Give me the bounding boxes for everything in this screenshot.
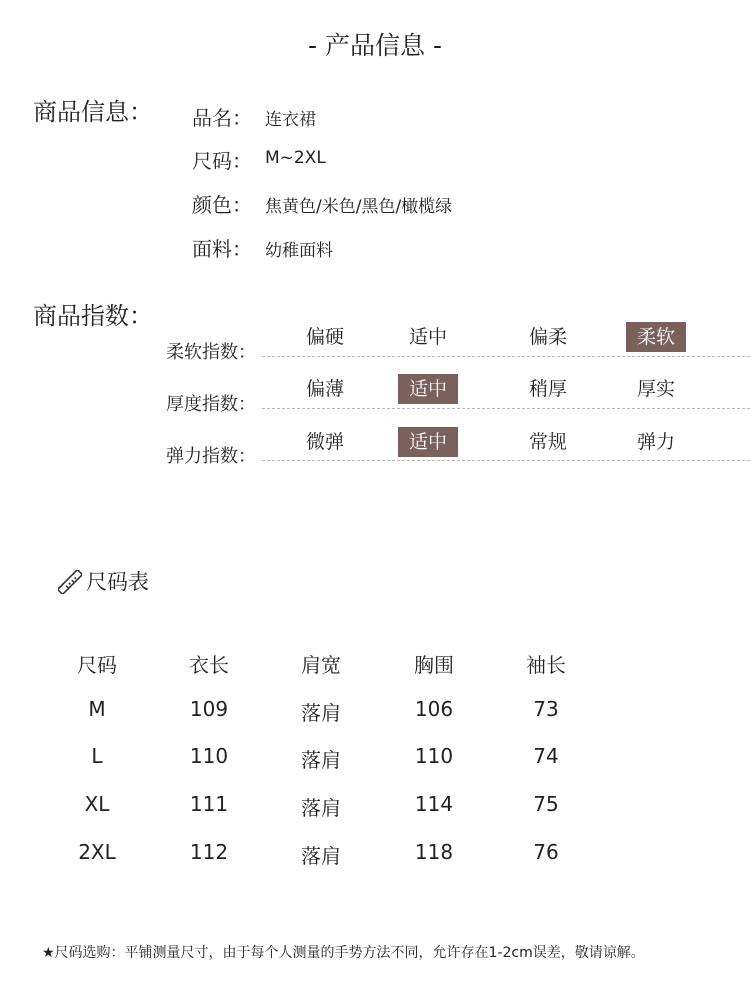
dashed-divider — [262, 460, 750, 461]
table-header-cell: 尺码 — [77, 653, 117, 677]
table-cell: 106 — [414, 697, 454, 721]
index-option-selected: 柔软 — [626, 322, 686, 352]
index-option: 微弹 — [305, 431, 344, 453]
table-cell: M — [88, 697, 106, 721]
table-cell: 落肩 — [301, 748, 341, 772]
info-label: 面料： — [192, 237, 252, 261]
table-cell: 75 — [533, 792, 559, 816]
table-cell: 落肩 — [301, 844, 341, 868]
info-label: 颜色： — [192, 193, 252, 217]
table-cell: XL — [84, 792, 110, 816]
table-cell: 2XL — [78, 840, 116, 864]
info-value: 幼稚面料 — [265, 241, 333, 261]
table-cell: 112 — [189, 840, 229, 864]
ruler-icon — [58, 570, 82, 594]
table-cell: 76 — [533, 840, 559, 864]
index-option: 弹力 — [636, 431, 675, 453]
size-chart-title: 尺码表 — [86, 570, 149, 594]
table-cell: 74 — [533, 744, 559, 768]
index-option-selected: 适中 — [398, 427, 458, 457]
table-header-cell: 肩宽 — [301, 653, 341, 677]
product-index-heading: 商品指数： — [33, 302, 153, 330]
size-footnote: ★尺码选购：平铺测量尺寸，由于每个人测量的手势方法不同，允许存在1-2cm误差，敬请谅解。 — [42, 945, 645, 961]
index-row-softness — [0, 322, 750, 374]
table-header-cell: 袖长 — [526, 653, 566, 677]
index-option: 偏柔 — [528, 326, 567, 348]
table-cell: 114 — [414, 792, 454, 816]
index-option: 偏硬 — [305, 326, 344, 348]
index-label: 弹力指数： — [166, 446, 256, 467]
table-header-cell: 胸围 — [414, 653, 454, 677]
table-header-cell: 衣长 — [189, 653, 229, 677]
index-label: 厚度指数： — [166, 394, 256, 415]
table-cell: 73 — [533, 697, 559, 721]
info-label: 品名： — [192, 106, 252, 130]
index-option: 稍厚 — [528, 378, 567, 400]
table-cell: 落肩 — [301, 701, 341, 725]
index-option: 常规 — [528, 431, 567, 453]
index-option: 偏薄 — [305, 378, 344, 400]
info-label: 尺码： — [192, 149, 252, 173]
index-row-elasticity — [0, 427, 750, 479]
table-cell: 110 — [189, 744, 229, 768]
index-option: 适中 — [408, 326, 447, 348]
table-cell: 111 — [189, 792, 229, 816]
page-title: - 产品信息 - — [308, 31, 442, 60]
dashed-divider — [262, 408, 750, 409]
info-value: M~2XL — [265, 148, 326, 168]
table-cell: 110 — [414, 744, 454, 768]
table-cell: 118 — [414, 840, 454, 864]
info-value: 焦黄色/米色/黑色/橄榄绿 — [265, 197, 453, 217]
index-option: 厚实 — [636, 378, 675, 400]
table-cell: 109 — [189, 697, 229, 721]
product-info-heading: 商品信息： — [33, 98, 153, 126]
table-cell: L — [91, 744, 103, 768]
dashed-divider — [262, 356, 750, 357]
index-option-selected: 适中 — [398, 374, 458, 404]
index-row-thickness — [0, 374, 750, 426]
info-value: 连衣裙 — [265, 110, 316, 130]
index-label: 柔软指数： — [166, 342, 256, 363]
table-cell: 落肩 — [301, 796, 341, 820]
